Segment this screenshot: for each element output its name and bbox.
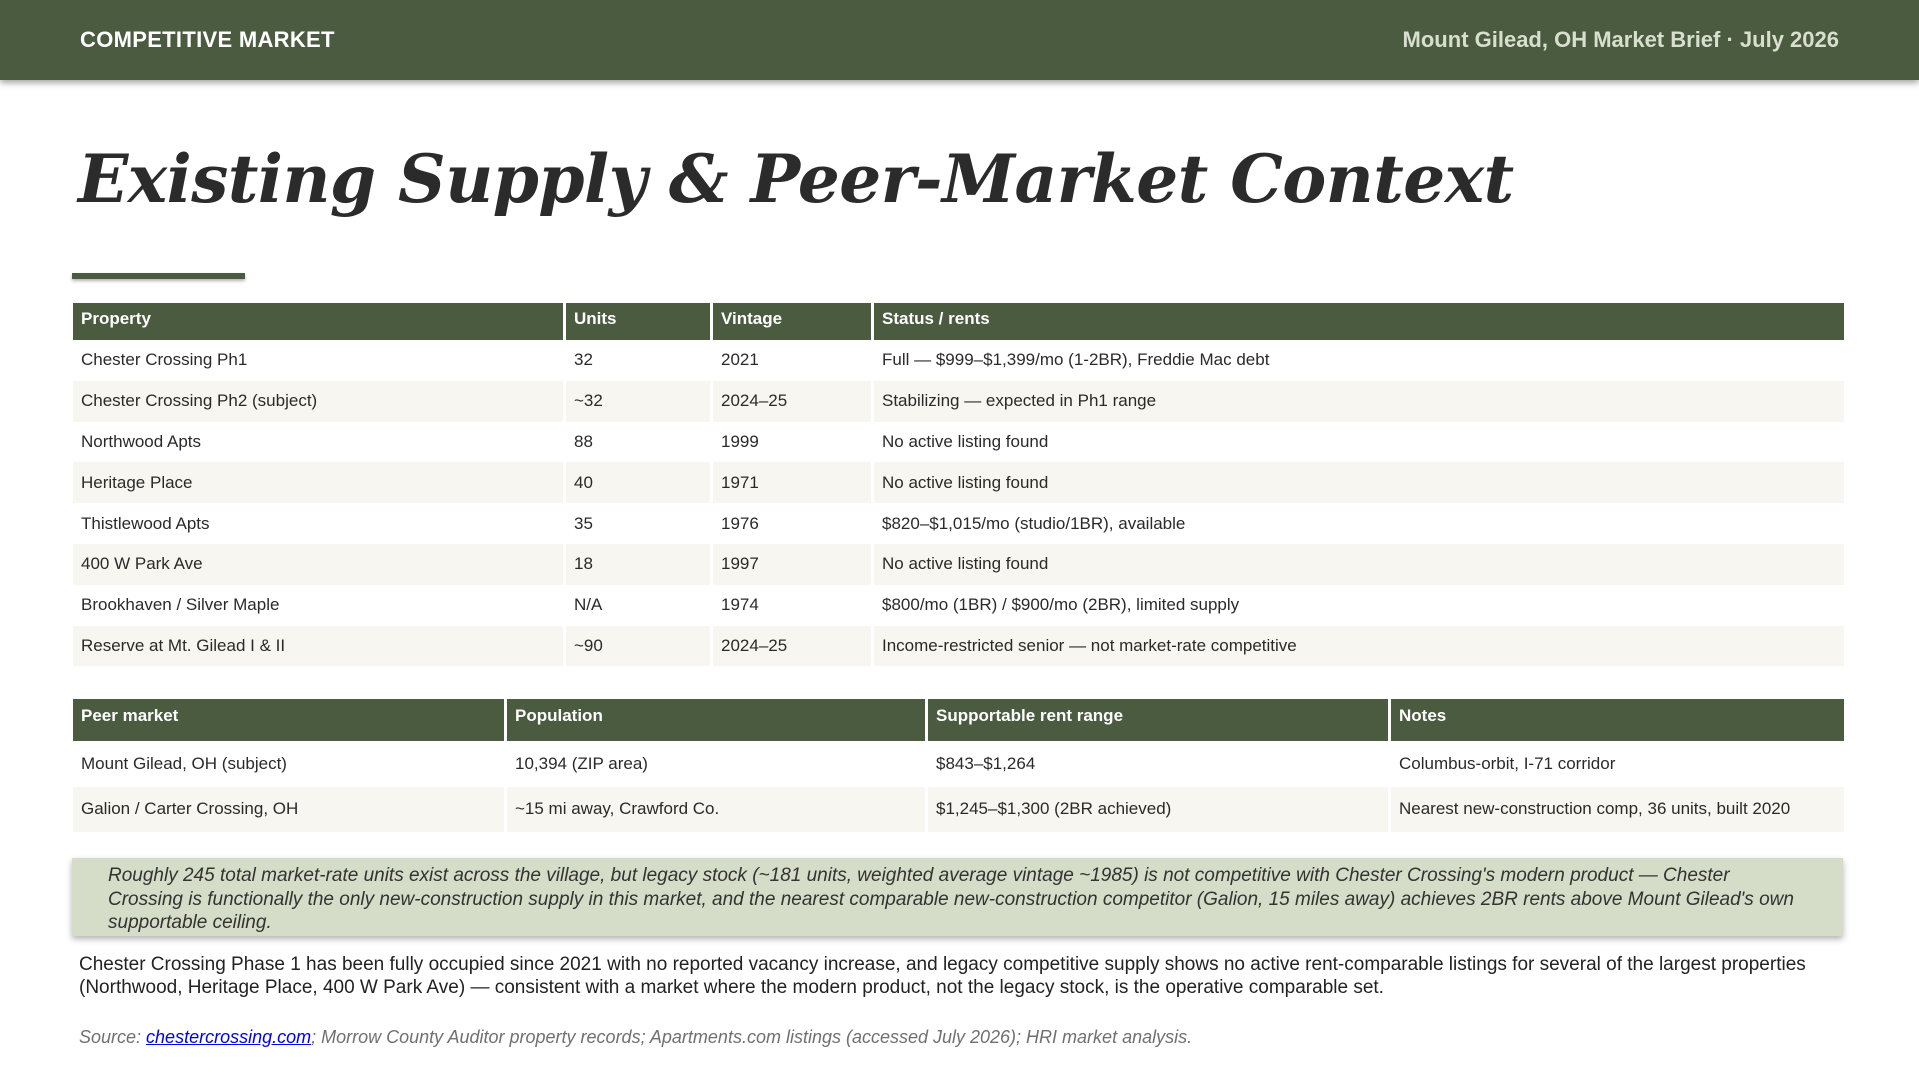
source-suffix: ; Morrow County Auditor property records; Apartments.com listings (accessed July 2026); HRI market analysis. <box>311 1027 1193 1047</box>
table-cell: Northwood Apts <box>81 431 202 451</box>
table-row <box>73 503 1844 544</box>
table-cell: Chester Crossing Ph2 (subject) <box>73 381 563 422</box>
column-header: Population <box>507 699 925 741</box>
section-label: COMPETITIVE MARKET <box>80 27 335 52</box>
column-header: Peer market <box>73 699 504 741</box>
table-cell: No active listing found <box>874 462 1844 503</box>
table-row <box>73 626 1844 667</box>
header-bar <box>0 0 1919 80</box>
table-cell: N/A <box>574 595 603 615</box>
table-cell: 2024–25 <box>713 381 871 422</box>
table-cell: No active listing found <box>882 431 1049 451</box>
table-cell: Columbus-orbit, I-71 corridor <box>1399 753 1616 773</box>
table-cell: 1974 <box>721 595 759 615</box>
peer-market-table <box>70 699 1847 832</box>
table-cell: Heritage Place <box>73 462 563 503</box>
table-cell: 35 <box>574 513 593 533</box>
table-cell: ~32 <box>566 381 710 422</box>
column-header: Units <box>566 303 710 340</box>
table-cell: 10,394 (ZIP area) <box>515 753 648 773</box>
source-prefix: Source: <box>79 1027 147 1047</box>
table-cell: ~15 mi away, Crawford Co. <box>507 787 925 833</box>
table-cell: 1976 <box>721 513 759 533</box>
table-cell: 1997 <box>713 544 871 585</box>
table-cell: 1999 <box>721 431 759 451</box>
table-cell: 1971 <box>713 462 871 503</box>
table-row <box>73 340 1844 381</box>
title-underline <box>72 273 245 279</box>
table-cell: Thistlewood Apts <box>81 513 210 533</box>
table-cell: ~90 <box>566 626 710 667</box>
table-cell: $820–$1,015/mo (studio/1BR), available <box>882 513 1186 533</box>
table-cell: 88 <box>574 431 593 451</box>
table-row <box>73 787 1844 833</box>
body-paragraph: Chester Crossing Phase 1 has been fully occupied since 2021 with no reported vacancy increase, and legacy competitive supply shows no active rent-comparable listings for several of the largest properties (Northwood, Heritage Place, 400 W Park Ave) — consistent with a market where the modern product, not the legacy stock, is the operative comparable set. <box>79 954 1806 998</box>
table-cell: Brookhaven / Silver Maple <box>81 595 280 615</box>
table-cell: Full — $999–$1,399/mo (1-2BR), Freddie Mac debt <box>882 350 1270 370</box>
table-cell: Income-restricted senior — not market-rate competitive <box>874 626 1844 667</box>
source-link[interactable]: chestercrossing.com <box>146 1027 312 1047</box>
table-cell: $843–$1,264 <box>936 753 1036 773</box>
page-title: Existing Supply & Peer-Market Context <box>78 140 1514 218</box>
table-cell: Reserve at Mt. Gilead I & II <box>73 626 563 667</box>
source-note <box>79 1027 1192 1048</box>
table-cell: 400 W Park Ave <box>73 544 563 585</box>
table-row <box>73 381 1844 422</box>
column-header: Status / rents <box>874 303 1844 340</box>
table-cell: $800/mo (1BR) / $900/mo (2BR), limited supply <box>882 595 1240 615</box>
table-row <box>73 544 1844 585</box>
table-row <box>73 462 1844 503</box>
brief-title: Mount Gilead, OH Market Brief · July 2026 <box>1402 27 1839 52</box>
table-cell: Mount Gilead, OH (subject) <box>81 753 287 773</box>
peer-table-header <box>73 699 1844 741</box>
table-row <box>73 585 1844 626</box>
table-cell: 32 <box>574 350 593 370</box>
table-cell: 2021 <box>721 350 759 370</box>
table-row <box>73 422 1844 463</box>
table-cell: Chester Crossing Ph1 <box>81 350 248 370</box>
column-header: Property <box>73 303 563 340</box>
column-header: Vintage <box>713 303 871 340</box>
table-cell: $1,245–$1,300 (2BR achieved) <box>928 787 1388 833</box>
table-cell: Stabilizing — expected in Ph1 range <box>874 381 1844 422</box>
key-insight-callout: Roughly 245 total market-rate units exist across the village, but legacy stock (~181 units, weighted average vintage ~1985) is not competitive with Chester Crossing's modern product — Chester Crossing is functionally the only new-construction supply in this market, and the nearest comparable new-construction competitor (Galion, 15 miles away) achieves 2BR rents above Mount Gilead's own supportable ceiling. <box>72 858 1843 936</box>
supply-table <box>70 303 1847 666</box>
table-row <box>73 741 1844 787</box>
column-header: Notes <box>1391 699 1844 741</box>
table-cell: 40 <box>566 462 710 503</box>
table-cell: 18 <box>566 544 710 585</box>
table-cell: 2024–25 <box>713 626 871 667</box>
table-cell: No active listing found <box>874 544 1844 585</box>
column-header: Supportable rent range <box>928 699 1388 741</box>
supply-table-header <box>73 303 1844 340</box>
table-cell: Nearest new-construction comp, 36 units, built 2020 <box>1391 787 1844 833</box>
table-cell: Galion / Carter Crossing, OH <box>73 787 504 833</box>
